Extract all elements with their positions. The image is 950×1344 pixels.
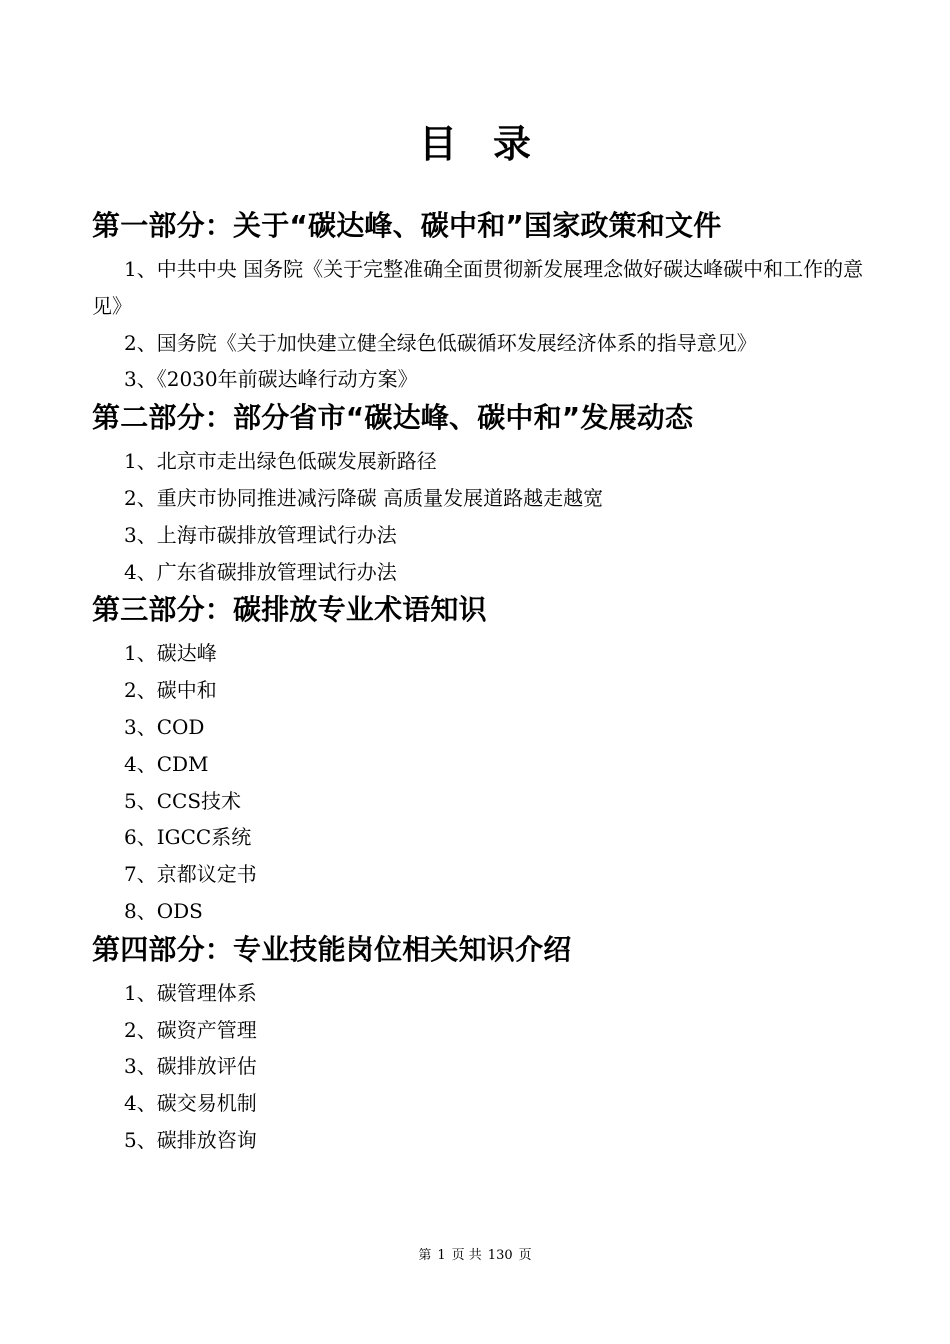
toc-item: 1、中共中央 国务院《关于完整准确全面贯彻新发展理念做好碳达峰碳中和工作的意见》 [92, 257, 864, 318]
toc-item: 3、上海市碳排放管理试行办法 [124, 522, 397, 547]
section-heading: 第三部分：碳排放专业术语知识 [92, 593, 487, 627]
toc-item: 3、《2030年前碳达峰行动方案》 [124, 367, 418, 392]
toc-section-1 [92, 206, 864, 398]
total-pages: 130 [487, 1248, 513, 1263]
toc-item: 2、国务院《关于加快建立健全绿色低碳循环发展经济体系的指导意见》 [124, 330, 757, 355]
page-number: 1 [437, 1248, 446, 1263]
toc-item: 1、北京市走出绿色低碳发展新路径 [124, 449, 437, 474]
toc-item: 5、碳排放咨询 [124, 1127, 257, 1152]
toc-item: 6、IGCC系统 [124, 825, 252, 850]
toc-item: 2、碳资产管理 [124, 1017, 257, 1042]
toc-item: 4、CDM [124, 751, 209, 776]
toc-section-3 [92, 590, 864, 929]
footer-prefix: 第 [418, 1248, 432, 1263]
section-heading: 第四部分：专业技能岗位相关知识介绍 [92, 932, 572, 966]
toc-item: 2、碳中和 [124, 678, 217, 703]
toc-item: 7、京都议定书 [124, 862, 257, 887]
page-footer [0, 1246, 950, 1266]
toc-title: 目录 [418, 122, 567, 166]
toc-item: 4、广东省碳排放管理试行办法 [124, 559, 397, 584]
footer-mid: 页 共 [451, 1248, 482, 1263]
toc-content [92, 206, 864, 1159]
toc-section-2 [92, 398, 864, 590]
section-heading: 第一部分：关于“碳达峰、碳中和”国家政策和文件 [92, 209, 722, 242]
toc-item: 4、碳交易机制 [124, 1091, 257, 1116]
toc-item: 2、重庆市协同推进减污降碳 高质量发展道路越走越宽 [124, 485, 604, 510]
toc-section-4 [92, 930, 864, 1159]
toc-item: 5、CCS技术 [124, 788, 242, 813]
section-heading: 第二部分：部分省市“碳达峰、碳中和”发展动态 [92, 401, 694, 435]
toc-item: 3、碳排放评估 [124, 1054, 257, 1079]
toc-item: 1、碳达峰 [124, 641, 217, 666]
footer-suffix: 页 [518, 1248, 532, 1263]
toc-item: 1、碳管理体系 [124, 980, 257, 1005]
toc-item: 3、COD [124, 714, 205, 739]
toc-item: 8、ODS [124, 898, 203, 923]
